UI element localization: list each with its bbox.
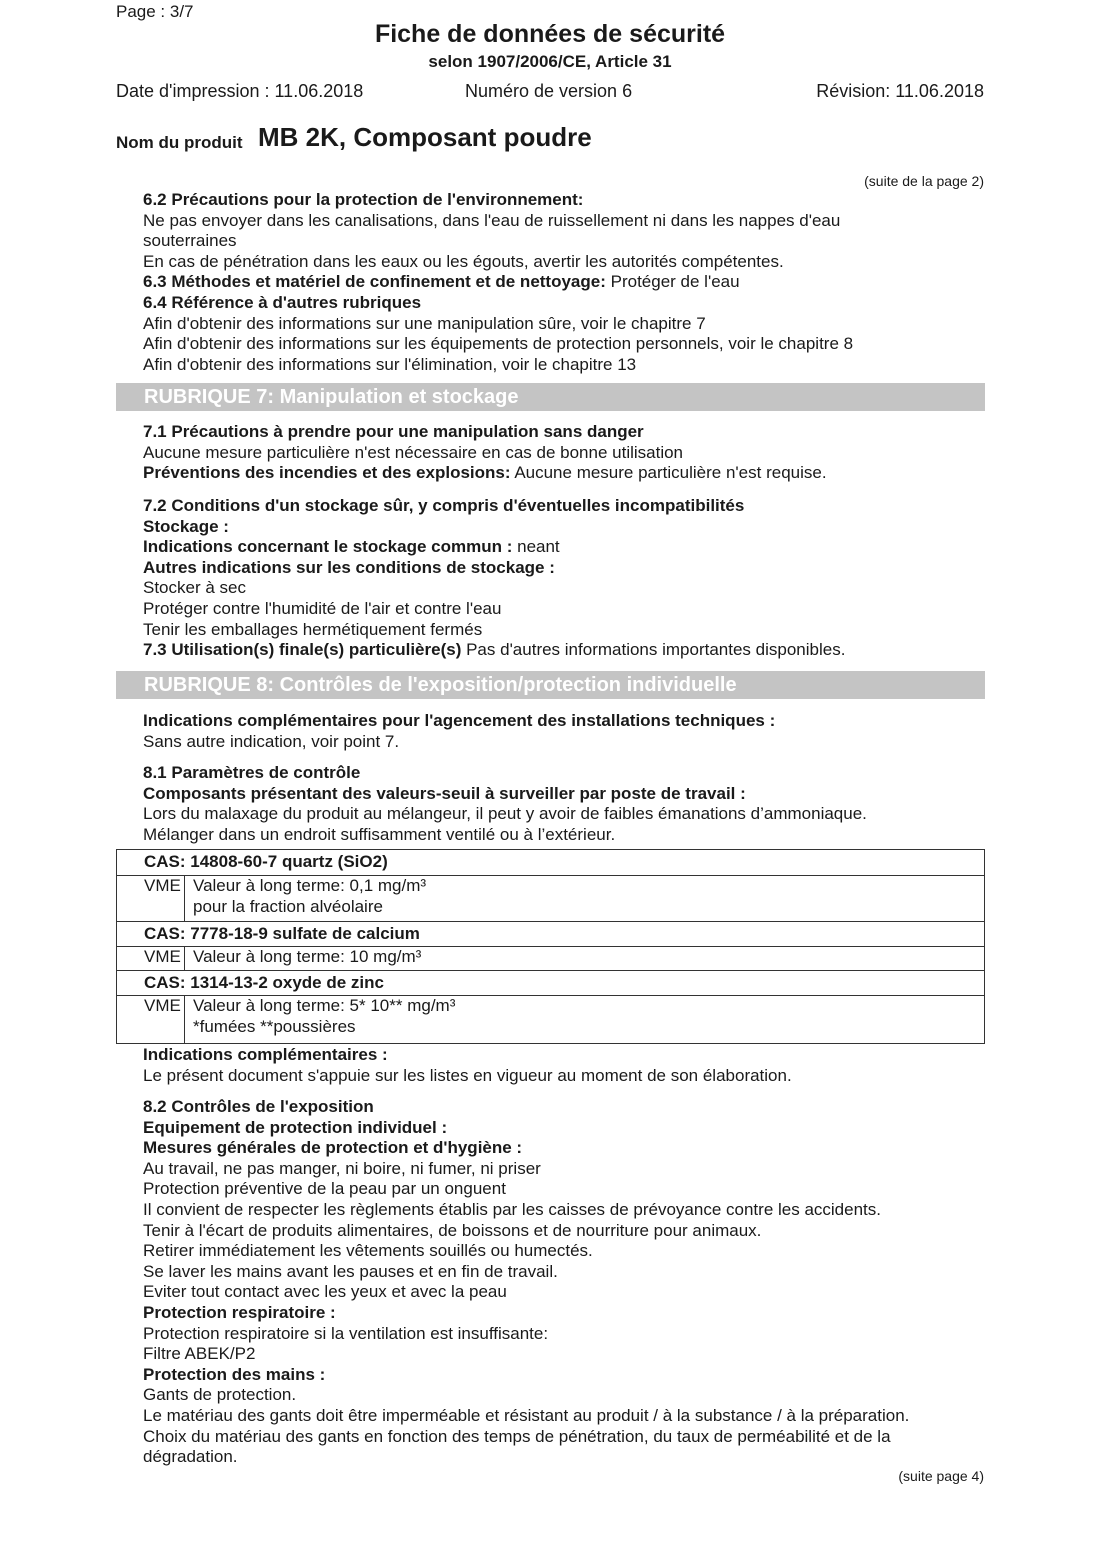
section-7-heading: RUBRIQUE 7: Manipulation et stockage [116,383,985,411]
s64-title: 6.4 Référence à d'autres rubriques [143,292,422,312]
hygiene-label: Mesures générales de protection et d'hygiène : [143,1138,523,1158]
product-label: Nom du produit [116,133,243,152]
other-storage-label: Autres indications sur les conditions de stockage : [143,557,555,577]
print-date: Date d'impression : 11.06.2018 [116,81,364,101]
hand-protection-text-line: Gants de protection. [143,1385,297,1405]
s82-title: 8.2 Contrôles de l'exposition [143,1097,374,1116]
version-number: Numéro de version 6 [465,81,633,101]
cas-header-zinc-oxide: CAS: 1314-13-2 oxyde de zinc [117,970,984,993]
s63-title: 6.3 Méthodes et matériel de confinement et de nettoyage: [143,272,606,292]
components-label: Composants présentant des valeurs-seuil à surveiller par poste de travail : [143,783,746,803]
s62-title: 6.2 Précautions pour la protection de l'environnement: [143,190,584,209]
other-storage-line: Protéger contre l'humidité de l'air et contre l'eau [143,598,502,618]
fire-prevention-label: Préventions des incendies et des explosions: [143,463,511,483]
s73-line [143,640,985,661]
limit-type: VME [144,996,185,1043]
continued-to-note: (suite page 4) [898,1468,984,1484]
s81-block [143,763,985,845]
extra-info-block [143,1045,985,1086]
hygiene-text-line: Tenir à l'écart de produits alimentaires, de boissons et de nourriture pour animaux. [143,1220,762,1240]
s64-text-line: Afin d'obtenir des informations sur une manipulation sûre, voir le chapitre 7 [143,313,706,333]
document-title: Fiche de données de sécurité [374,20,726,48]
limit-value-line: Valeur à long terme: 0,1 mg/m³ [193,876,427,895]
s81-title: 8.1 Paramètres de contrôle [143,763,361,782]
continued-from-note: (suite de la page 2) [864,173,984,189]
hygiene-text-line: Il convient de respecter les règlements établis par les caisses de prévoyance contre les accidents. [143,1199,881,1219]
components-text-line: Mélanger dans un endroit suffisamment ventilé ou à l’extérieur. [143,824,616,844]
components-text-line: Lors du malaxage du produit au mélangeur, il peut y avoir de faibles émanations d’ammoniaque. [143,804,867,824]
exposure-limits-table [116,849,985,1044]
fire-prevention-line [143,463,985,484]
limit-value-line: *fumées **poussières [193,1016,356,1036]
cas-header-quartz: CAS: 14808-60-7 quartz (SiO2) [144,852,388,871]
s71-block [143,422,985,484]
limit-value [193,876,426,917]
limit-type: VME [144,876,185,922]
storage-label: Stockage : [143,516,229,536]
s72-title: 7.2 Conditions d'un stockage sûr, y compris d'éventuelles incompatibilités [143,496,745,515]
document-subtitle: selon 1907/2006/CE, Article 31 [428,52,672,71]
install-block [143,711,985,752]
s71-title: 7.1 Précautions à prendre pour une manipulation sans danger [143,422,644,441]
s64-text-line: Afin d'obtenir des informations sur l'élimination, voir le chapitre 13 [143,354,637,374]
hygiene-text-line: Au travail, ne pas manger, ni boire, ni fumer, ni priser [143,1158,541,1178]
hygiene-text-line: Retirer immédiatement les vêtements souillés ou humectés. [143,1241,593,1261]
s64-text-line: Afin d'obtenir des informations sur les équipements de protection personnels, voir le chapitre 8 [143,334,854,354]
cas-row-calcium-sulfate [117,946,984,971]
cas-row-zinc-oxide [117,995,984,1043]
extra-info-text: Le présent document s'appuie sur les listes en vigueur au moment de son élaboration. [143,1065,792,1085]
s62-text-line: En cas de pénétration dans les eaux ou les égouts, avertir les autorités compétentes. [143,251,784,271]
s82-block [143,1097,985,1468]
s73-text: Pas d'autres informations importantes disponibles. [466,640,846,660]
limit-value [193,947,421,968]
hygiene-text-line: Protection préventive de la peau par un onguent [143,1179,506,1199]
hand-protection-text-line: Choix du matériau des gants en fonction des temps de pénétration, du taux de perméabilité et de la [143,1426,891,1446]
limit-value [193,996,455,1037]
common-storage-text: neant [517,537,560,557]
respiratory-text-line: Filtre ABEK/P2 [143,1344,256,1364]
revision-date: Révision: 11.06.2018 [816,81,984,101]
hand-protection-label: Protection des mains : [143,1364,326,1384]
limit-value-line: Valeur à long terme: 10 mg/m³ [193,947,422,966]
cas-header-calcium-sulfate: CAS: 7778-18-9 sulfate de calcium [117,921,984,944]
hygiene-text-line: Eviter tout contact avec les yeux et avec la peau [143,1282,507,1302]
s63-text: Protéger de l'eau [610,272,740,292]
s62-text-line: Ne pas envoyer dans les canalisations, dans l'eau de ruissellement ni dans les nappes d'eau [143,210,841,230]
limit-value-line: Valeur à long terme: 5* 10** mg/m³ [193,996,456,1015]
section-6-block [143,190,985,375]
common-storage-line [143,537,985,558]
fire-prevention-text: Aucune mesure particulière n'est requise. [514,463,827,483]
install-text: Sans autre indication, voir point 7. [143,731,400,751]
common-storage-label: Indications concernant le stockage commun : [143,537,513,557]
section-8-heading: RUBRIQUE 8: Contrôles de l'exposition/protection individuelle [116,671,985,699]
other-storage-line: Stocker à sec [143,578,246,598]
install-label: Indications complémentaires pour l'agencement des installations techniques : [143,711,776,730]
s63-line [143,272,985,293]
s71-text: Aucune mesure particulière n'est nécessaire en cas de bonne utilisation [143,442,684,462]
hygiene-text-line: Se laver les mains avant les pauses et en fin de travail. [143,1261,558,1281]
s73-title: 7.3 Utilisation(s) finale(s) particulière(s) [143,640,462,660]
extra-info-label: Indications complémentaires : [143,1045,388,1064]
hand-protection-text-line: Le matériau des gants doit être imperméable et résistant au produit / à la substance / à la préparation. [143,1405,910,1425]
respiratory-label: Protection respiratoire : [143,1302,336,1322]
hand-protection-text-line: dégradation. [143,1447,238,1467]
s72-block [143,496,985,661]
s62-text-line: souterraines [143,231,237,251]
page-number: Page : 3/7 [116,2,194,21]
limit-value-line: pour la fraction alvéolaire [193,896,383,916]
ppe-label: Equipement de protection individuel : [143,1117,448,1137]
limit-type: VME [144,947,185,971]
respiratory-text-line: Protection respiratoire si la ventilation est insuffisante: [143,1323,549,1343]
product-name: MB 2K, Composant poudre [258,122,592,152]
cas-row-quartz [117,875,984,922]
other-storage-line: Tenir les emballages hermétiquement fermés [143,619,483,639]
